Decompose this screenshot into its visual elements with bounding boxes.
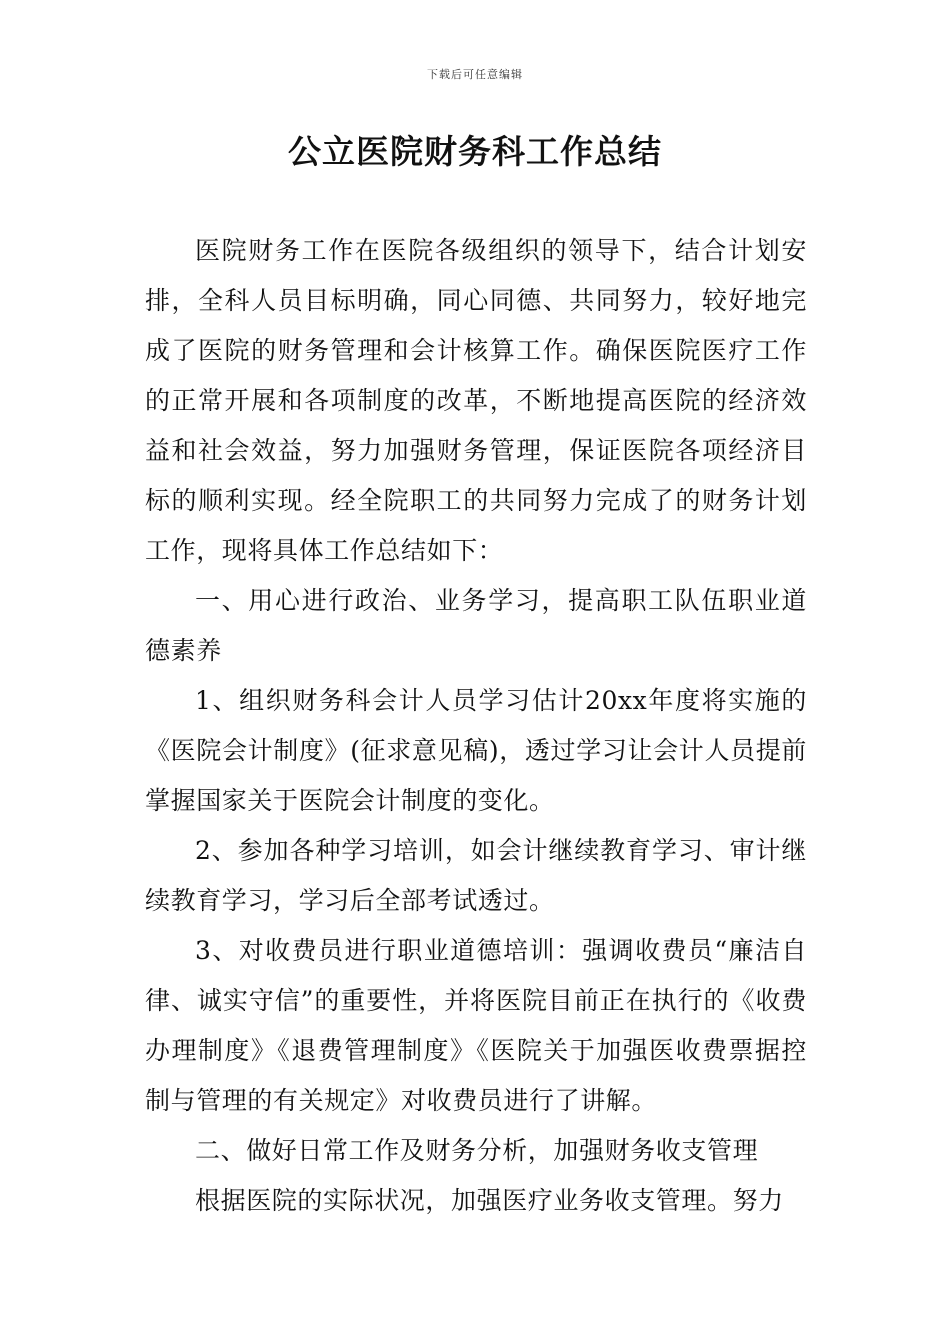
paragraph-intro: 医院财务工作在医院各级组织的领导下，结合计划安排，全科人员目标明确，同心同德、共同努力，较好地完成了医院的财务管理和会计核算工作。确保医院医疗工作的正常开展和各项制度的改革，不断地提高医院的经济效益和社会效益，努力加强财务管理，保证医院各项经济目标的顺利实现。经全院职工的共同努力完成了的财务计划工作，现将具体工作总结如下： bbox=[145, 236, 807, 565]
paragraph-item-1: 1、组织财务科会计人员学习估计20xx年度将实施的《医院会计制度》(征求意见稿)，透过学习让会计人员提前掌握国家关于医院会计制度的变化。 bbox=[145, 686, 807, 815]
paragraph-item-3: 3、对收费员进行职业道德培训：强调收费员“廉洁自律、诚实守信”的重要性，并将医院目前正在执行的《收费办理制度》《退费管理制度》《医院关于加强医收费票据控制与管理的有关规定》对收费员进行了讲解。 bbox=[145, 936, 807, 1115]
paragraph-section-2: 根据医院的实际状况，加强医疗业务收支管理。努力 bbox=[195, 1186, 784, 1215]
header-note: 下载后可任意编辑 bbox=[427, 68, 523, 81]
paragraph-item-2: 2、参加各种学习培训，如会计继续教育学习、审计继续教育学习，学习后全部考试透过。 bbox=[145, 836, 807, 915]
document-body bbox=[145, 226, 807, 1226]
document-title: 公立医院财务科工作总结 bbox=[288, 132, 662, 171]
section-heading-2: 二、做好日常工作及财务分析，加强财务收支管理 bbox=[195, 1136, 759, 1165]
section-heading-1: 一、用心进行政治、业务学习，提高职工队伍职业道德素养 bbox=[145, 586, 807, 665]
